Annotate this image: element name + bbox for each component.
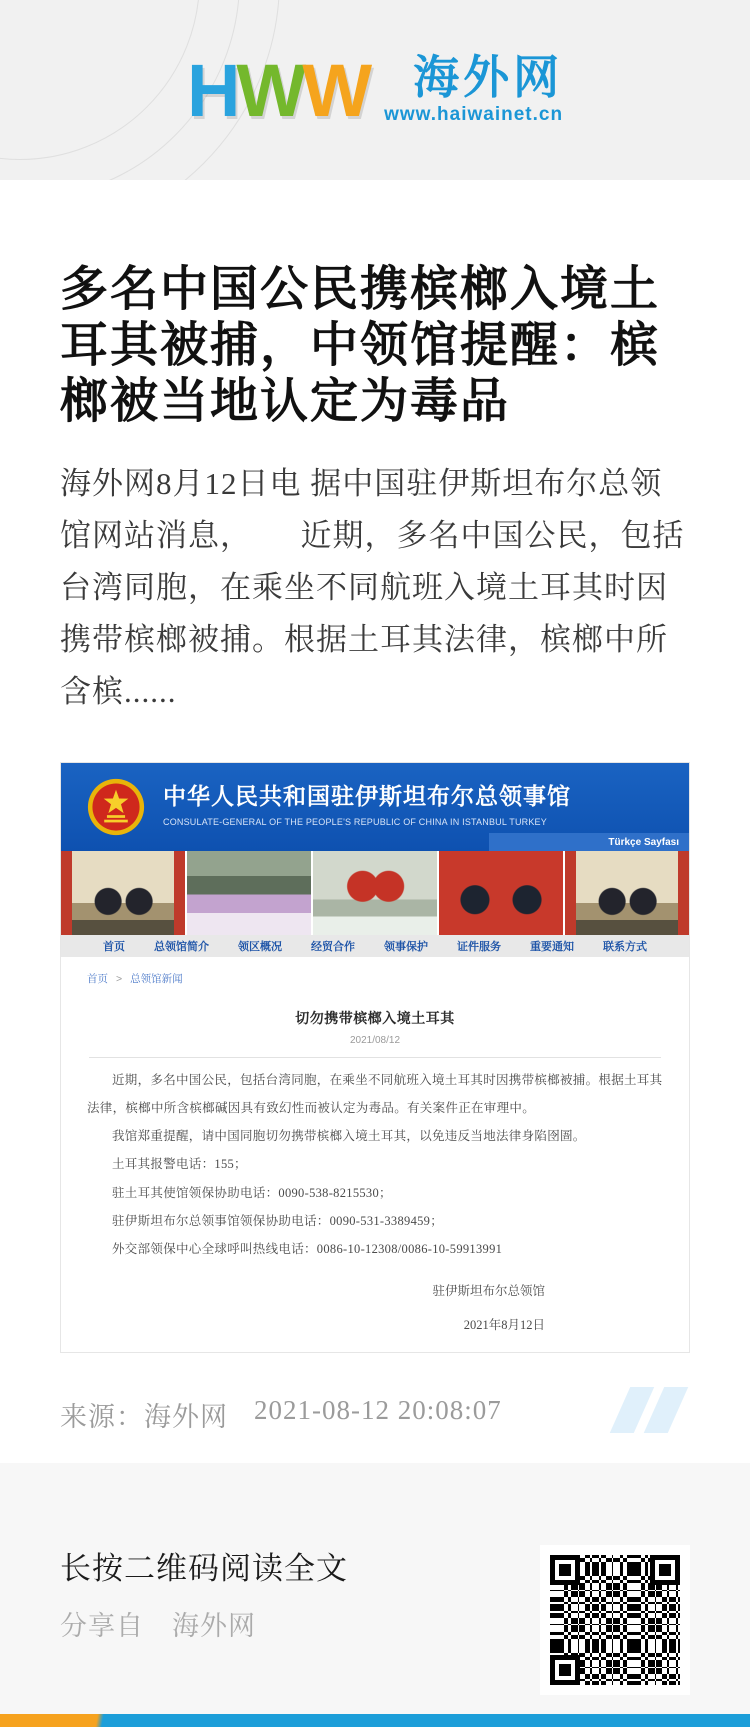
slash-decoration-icon xyxy=(620,1387,678,1433)
article-title: 多名中国公民携槟榔入境土耳其被捕，中领馆提醒：槟榔被当地认定为毒品 xyxy=(60,263,661,428)
share-from-text: 分享自 海外网 xyxy=(60,1611,256,1641)
post-paragraph: 近期，多名中国公民，包括台湾同胞，在乘坐不同航班入境土耳其时因携带槟榔被捕。根据土耳其法律，槟榔中所含槟榔碱因具有致幻性而被认定为毒品。有关案件正在审理中。 xyxy=(87,1073,663,1116)
national-emblem-icon xyxy=(87,778,145,836)
consulate-site-screenshot xyxy=(60,762,690,1353)
logo-site-name: 海外网 xyxy=(413,50,564,103)
post-paragraph: 驻土耳其使馆领保协助电话：0090-538-8215530； xyxy=(112,1185,392,1200)
turkish-page-link[interactable]: Türkçe Sayfası xyxy=(489,833,689,851)
article-card xyxy=(0,180,750,1463)
nav-item-about[interactable]: 总领馆简介 xyxy=(154,941,209,953)
logo-letter-h: H xyxy=(186,49,237,133)
post-paragraph: 土耳其报警电话：155； xyxy=(112,1157,247,1172)
photo-thumbnail xyxy=(61,851,185,935)
share-footer xyxy=(0,1463,750,1714)
haiwainet-logo xyxy=(186,49,564,133)
source-timestamp: 2021-08-12 20:08:07 xyxy=(254,1395,502,1426)
article-summary: 海外网8月12日电 据中国驻伊斯坦布尔总领馆网站消息， 近期，多名中国公民，包括台湾同胞，在乘坐不同航班入境土耳其时因携带槟榔被捕。根据土耳其法律，槟榔中所含槟...... xyxy=(60,466,685,709)
footer-color-bar xyxy=(0,1714,750,1727)
consulate-site-header xyxy=(61,763,689,851)
post-paragraph: 外交部领保中心全球呼叫热线电话：0086-10-12308/0086-10-59913991 xyxy=(112,1241,503,1256)
post-paragraph: 驻伊斯坦布尔总领事馆领保协助电话：0090-531-3389459； xyxy=(112,1213,444,1228)
nav-item-documents[interactable]: 证件服务 xyxy=(457,941,501,953)
photo-thumbnail xyxy=(313,851,437,935)
hww-logo-icon xyxy=(186,49,369,133)
breadcrumb-home-link[interactable]: 首页 xyxy=(87,973,108,985)
nav-item-trade[interactable]: 经贸合作 xyxy=(311,941,355,953)
brand-header xyxy=(0,0,750,180)
signature-date: 2021年8月12日 xyxy=(463,1317,545,1332)
qr-code[interactable] xyxy=(540,1545,690,1695)
source-label: 来源：海外网 xyxy=(60,1402,228,1433)
photo-carousel xyxy=(61,851,689,935)
qr-pattern-icon xyxy=(550,1555,680,1685)
logo-site-url: www.haiwainet.cn xyxy=(384,104,564,126)
signature-org: 驻伊斯坦布尔总领馆 xyxy=(432,1283,545,1298)
nav-item-contact[interactable]: 联系方式 xyxy=(603,941,647,953)
divider xyxy=(89,1057,661,1058)
breadcrumb xyxy=(87,971,663,986)
consulate-title-cn: 中华人民共和国驻伊斯坦布尔总领事馆 xyxy=(163,782,571,809)
nav-item-protection[interactable]: 领事保护 xyxy=(384,941,428,953)
photo-thumbnail xyxy=(439,851,563,935)
consulate-title-en: CONSULATE-GENERAL OF THE PEOPLE'S REPUBLIC OF CHINA IN ISTANBUL TURKEY xyxy=(163,816,547,827)
consulate-post xyxy=(61,957,689,1352)
nav-item-district[interactable]: 领区概况 xyxy=(238,941,282,953)
breadcrumb-separator: > xyxy=(116,972,123,985)
post-date: 2021/08/12 xyxy=(349,1035,401,1046)
post-title: 切勿携带槟榔入境土耳其 xyxy=(295,1010,455,1026)
photo-thumbnail xyxy=(565,851,689,935)
post-signature xyxy=(87,1275,663,1343)
qr-cta-text: 长按二维码阅读全文 xyxy=(60,1551,348,1586)
nav-item-home[interactable]: 首页 xyxy=(103,941,125,953)
source-line xyxy=(60,1395,690,1434)
photo-thumbnail xyxy=(187,851,311,935)
breadcrumb-current[interactable]: 总领馆新闻 xyxy=(130,973,183,985)
post-paragraph: 我馆郑重提醒，请中国同胞切勿携带槟榔入境土耳其，以免违反当地法律身陷囹圄。 xyxy=(112,1129,586,1144)
nav-item-notices[interactable]: 重要通知 xyxy=(530,941,574,953)
consulate-nav xyxy=(61,935,689,957)
logo-letter-w2: W xyxy=(302,49,369,133)
logo-letter-w1: W xyxy=(236,49,303,133)
